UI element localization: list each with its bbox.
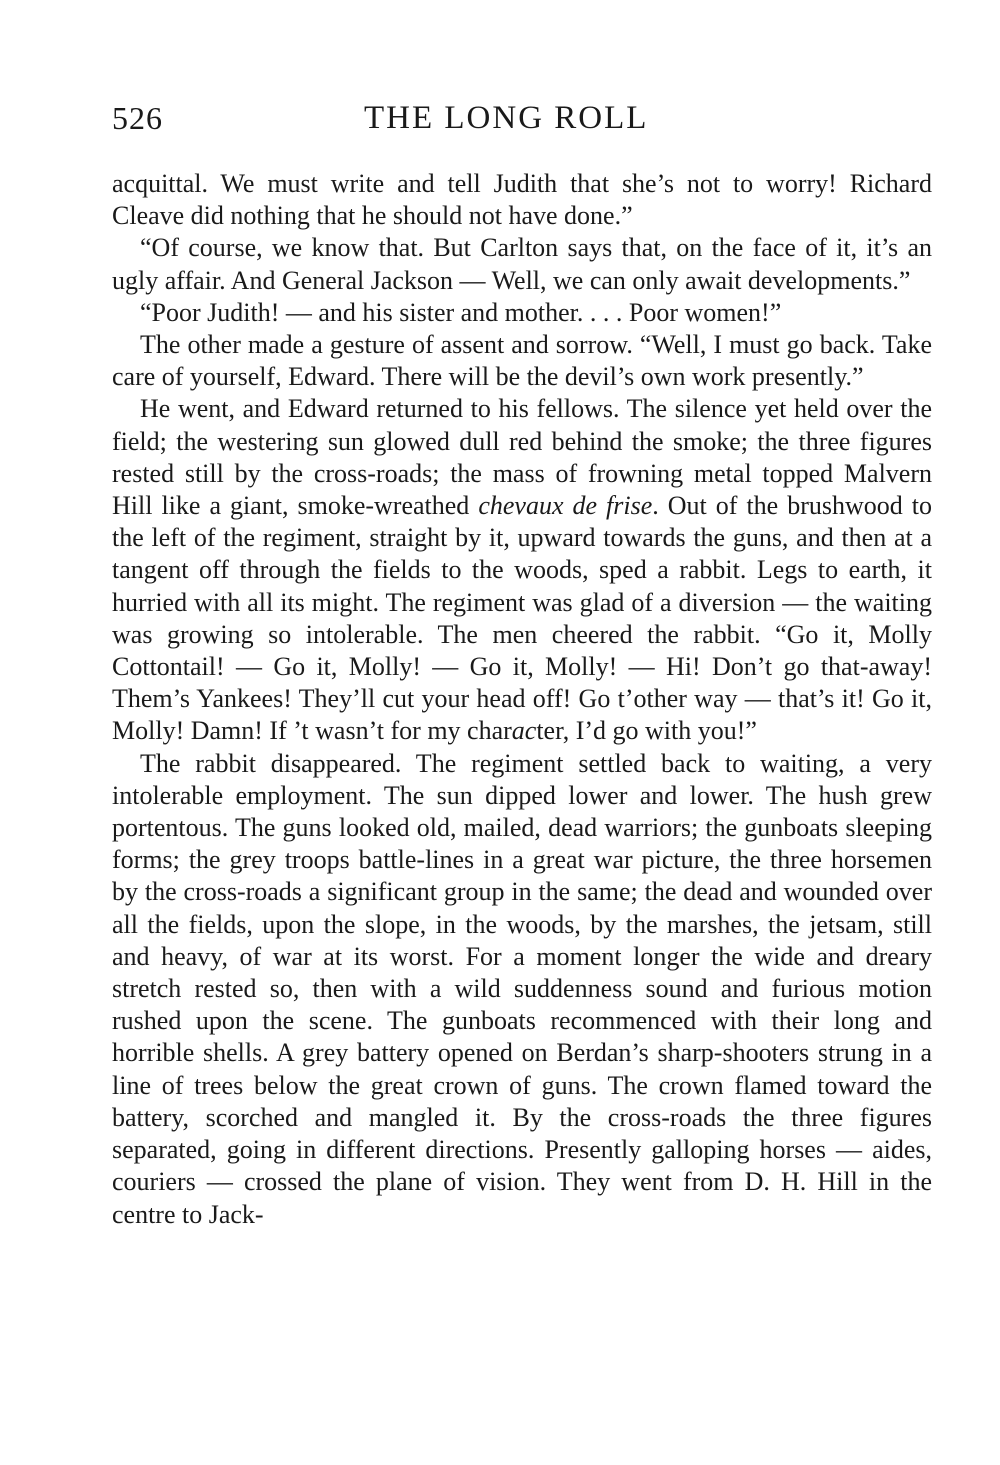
running-title: THE LONG ROLL (364, 100, 649, 136)
text-segment: ter, I’d go with you!” (536, 716, 757, 746)
paragraph (112, 168, 932, 232)
text-segment: He went, and Edward returned to his fellows. The silence yet held over the field; the westering sun glowed dull red behind the smoke; the three figures rested still by the cross-roads; the mass of frowning metal topped Malvern Hill like a giant, smoke-wreathed (112, 394, 932, 521)
italic-phrase: ac (511, 716, 537, 746)
paragraph (112, 232, 932, 296)
paragraph (112, 748, 932, 1231)
text-segment: . Out of the brushwood to the left of the regiment, straight by it, upward towards the guns, and then at a tangent off through the fields to the woods, sped a rabbit. Legs to earth, it hurried with all its might. The regiment was glad of a diversion — the waiting was growing so intolerable. The men cheered the rabbit. “Go it, Molly Cottontail! — Go it, Molly! — Go it, Molly! — Hi! Don’t go that-away! Them’s Yankees! They’ll cut your head off! Go t’other way — that’s it! Go it, Molly! Damn! If ’t wasn’t for my char (112, 491, 932, 746)
text-segment: “Of course, we know that. But Carlton says that, on the face of it, it’s an ugly affair. And General Jackson — Well, we can only await developments.” (112, 233, 932, 295)
body-text (112, 168, 932, 1231)
text-segment: “Poor Judith! — and his sister and mother. . . . Poor women!” (140, 297, 782, 327)
text-segment: The rabbit disappeared. The regiment settled back to waiting, a very intolerable employment. The sun dipped lower and lower. The hush grew portentous. The guns looked old, mailed, dead warriors; the gunboats sleeping forms; the grey troops battle-lines in a great war picture, the three horsemen by the cross-roads a significant group in the same; the dead and wounded over all the fields, upon the slope, in the woods, by the marshes, the jetsam, still and heavy, of war at its worst. For a moment longer the wide and dreary stretch rested so, then with a wild suddenness sound and furious motion rushed upon the scene. The gunboats recommenced with their long and horrible shells. A grey battery opened on Berdan’s sharp-shooters strung in a line of trees below the great crown of guns. The crown flamed toward the battery, scorched and mangled it. By the cross-roads the three figures separated, going in different directions. Presently galloping horses — aides, couriers — crossed the plane of vision. They went from D. H. Hill in the centre to Jack- (112, 748, 932, 1229)
text-segment: acquittal. We must write and tell Judith that she’s not to worry! Richard Cleave did nothing that he should not have done.” (112, 169, 932, 231)
text-segment: The other made a gesture of assent and sorrow. “Well, I must go back. Take care of yourself, Edward. There will be the devil’s own work presently.” (112, 330, 932, 392)
page-header (112, 100, 932, 144)
paragraph (112, 329, 932, 393)
italic-phrase: chevaux de frise (478, 491, 653, 521)
page-number: 526 (112, 100, 163, 136)
paragraph (112, 297, 932, 329)
paragraph (112, 393, 932, 747)
